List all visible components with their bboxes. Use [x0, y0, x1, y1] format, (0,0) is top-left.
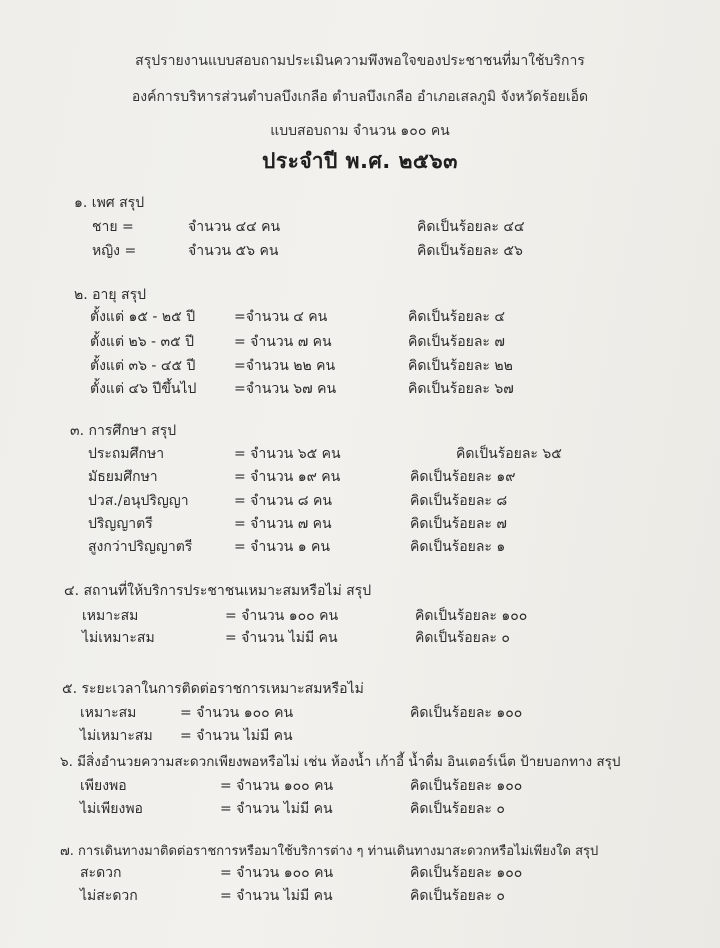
row-label: ปริญญาตรี: [88, 516, 153, 532]
section-time-title: ๕. ระยะเวลาในการติดต่อราชการเหมาะสมหรือไม่: [62, 681, 364, 697]
row-percent: คิดเป็นร้อยละ ๑๙: [410, 469, 516, 485]
row-label: ชาย =: [92, 219, 134, 235]
row-percent: คิดเป็นร้อยละ ๑: [410, 539, 506, 555]
row-count: = จำนวน ไม่มี คน: [180, 728, 293, 744]
row-count: = จำนวน ๑ คน: [234, 539, 330, 555]
row-count: จำนวน ๕๖ คน: [188, 243, 279, 259]
section-age-title: ๒. อายุ สรุป: [74, 287, 147, 303]
row-count: =จำนวน ๔ คน: [234, 309, 328, 325]
row-percent: คิดเป็นร้อยละ ๐: [415, 630, 510, 646]
row-percent: คิดเป็นร้อยละ ๑๐๐: [410, 705, 523, 721]
row-label: สะดวก: [80, 865, 122, 881]
report-title: สรุปรายงานแบบสอบถามประเมินความพึงพอใจของประชาชนที่มาใช้บริการ: [135, 53, 585, 69]
row-count: = จำนวน ๗ คน: [234, 516, 332, 532]
section-facilities-title: ๖. มีสิ่งอำนวยความสะดวกเพียงพอหรือไม่ เช่น ห้องน้ำ เก้าอี้ น้ำดื่ม อินเตอร์เน็ต ป้ายบอกทาง สรุป: [60, 754, 621, 770]
row-label: ตั้งแต่ ๓๖ - ๔๕ ปี: [90, 358, 196, 374]
row-percent: คิดเป็นร้อยละ ๑๐๐: [410, 778, 523, 794]
row-percent: คิดเป็นร้อยละ ๔๔: [417, 219, 525, 235]
row-label: ตั้งแต่ ๒๖ - ๓๕ ปี: [90, 334, 195, 350]
row-count: = จำนวน ๘ คน: [234, 493, 332, 509]
row-percent: คิดเป็นร้อยละ ๐: [410, 801, 505, 817]
row-percent: คิดเป็นร้อยละ ๐: [410, 888, 505, 904]
row-count: =จำนวน ๖๗ คน: [234, 381, 337, 397]
row-count: = จำนวน ๖๕ คน: [234, 446, 341, 462]
row-percent: คิดเป็นร้อยละ ๘: [410, 493, 508, 509]
row-label: มัธยมศึกษา: [88, 469, 158, 485]
questionnaire-count: แบบสอบถาม จำนวน ๑๐๐ คน: [270, 123, 450, 139]
row-percent: คิดเป็นร้อยละ ๗: [408, 334, 505, 350]
row-count: = จำนวน ไม่มี คน: [220, 888, 333, 904]
row-count: = จำนวน ๑๙ คน: [234, 469, 341, 485]
section-education-title: ๓. การศึกษา สรุป: [70, 423, 177, 439]
row-count: = จำนวน ๑๐๐ คน: [220, 865, 334, 881]
row-label: เหมาะสม: [82, 608, 139, 624]
row-label: ไม่เพียงพอ: [80, 801, 143, 817]
row-label: ไม่เหมาะสม: [80, 728, 153, 744]
row-count: = จำนวน ไม่มี คน: [225, 630, 338, 646]
row-label: ตั้งแต่ ๑๕ - ๒๕ ปี: [90, 309, 196, 325]
section-venue-title: ๔. สถานที่ให้บริการประชาชนเหมาะสมหรือไม่ สรุป: [64, 583, 372, 599]
row-percent: คิดเป็นร้อยละ ๕๖: [417, 243, 523, 259]
row-percent: คิดเป็นร้อยละ ๖๕: [456, 446, 562, 462]
row-label: เหมาะสม: [80, 705, 137, 721]
row-count: = จำนวน ๑๐๐ คน: [220, 778, 334, 794]
row-percent: คิดเป็นร้อยละ ๗: [410, 516, 507, 532]
row-count: =จำนวน ๒๒ คน: [234, 358, 336, 374]
row-label: หญิง =: [92, 243, 137, 259]
section-gender-title: ๑. เพศ สรุป: [74, 195, 145, 211]
row-count: = จำนวน ๑๐๐ คน: [180, 705, 294, 721]
organization-line: องค์การบริหารส่วนตำบลบึงเกลือ ตำบลบึงเกลือ อำเภอเสลภูมิ จังหวัดร้อยเอ็ด: [131, 89, 589, 105]
row-percent: คิดเป็นร้อยละ ๒๒: [408, 358, 513, 374]
row-label: เพียงพอ: [80, 778, 127, 794]
row-label: สูงกว่าปริญญาตรี: [88, 539, 193, 555]
row-count: = จำนวน ๑๐๐ คน: [225, 608, 339, 624]
row-label: ไม่สะดวก: [80, 888, 138, 904]
row-percent: คิดเป็นร้อยละ ๖๗: [408, 381, 514, 397]
row-label: ปวส./อนุปริญญา: [88, 493, 189, 509]
row-percent: คิดเป็นร้อยละ ๔: [408, 309, 505, 325]
fiscal-year: ประจำปี พ.ศ. ๒๕๖๓: [262, 149, 458, 173]
section-travel-title: ๗. การเดินทางมาติดต่อราชการหรือมาใช้บริการต่าง ๆ ท่านเดินทางมาสะดวกหรือไม่เพียงใด สรุป: [60, 844, 599, 859]
row-count: = จำนวน ไม่มี คน: [220, 801, 333, 817]
row-label: ไม่เหมาะสม: [82, 630, 155, 646]
row-count: จำนวน ๔๔ คน: [188, 219, 281, 235]
row-percent: คิดเป็นร้อยละ ๑๐๐: [410, 865, 523, 881]
row-label: ตั้งแต่ ๔๖ ปีขึ้นไป: [90, 381, 197, 397]
row-label: ประถมศึกษา: [88, 446, 165, 462]
row-count: = จำนวน ๗ คน: [234, 334, 332, 350]
row-percent: คิดเป็นร้อยละ ๑๐๐: [415, 608, 528, 624]
